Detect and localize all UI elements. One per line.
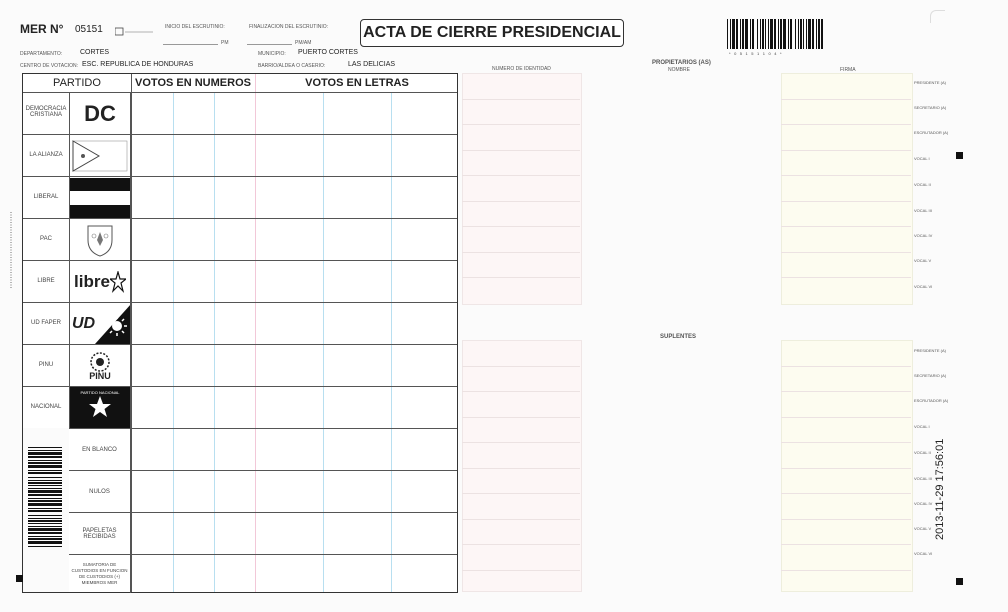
- alianza-logo: [69, 135, 131, 177]
- barcode-bar: [28, 528, 62, 531]
- summary-label: SUMATORIA DE CUSTODIOS EN FUNCION DE CUSTODIOS (+) MIEMBROS MER: [69, 555, 131, 593]
- municipio-label: MUNICIPIO:: [258, 51, 286, 57]
- signature-line: [462, 277, 580, 278]
- pac-logo: [69, 219, 131, 261]
- barrio-label: BARRIO/ALDEA O CASERIO:: [258, 63, 326, 69]
- barcode-bar: [28, 508, 62, 509]
- barcode-bar: [28, 518, 62, 519]
- summary-row-custodios: [23, 554, 457, 592]
- signature-line: [781, 201, 911, 202]
- barcode-bar: [806, 19, 807, 49]
- barcode-bar: [28, 456, 62, 458]
- barcode-bar: [762, 19, 764, 49]
- role-label: VOCAL VI: [914, 284, 933, 289]
- barcode-bar: [28, 532, 62, 534]
- barcode-bar: [750, 19, 751, 49]
- barcode-bar: [740, 19, 741, 49]
- role-label: VOCAL IV: [914, 233, 933, 238]
- signature-line: [781, 277, 911, 278]
- col-numeros-header: VOTOS EN NUMEROS: [135, 77, 251, 89]
- party-row-dc: [23, 92, 457, 134]
- barcode-bar: [757, 19, 758, 49]
- barcode-bar: [28, 447, 62, 448]
- signature-line: [462, 252, 580, 253]
- signature-line: [781, 252, 911, 253]
- signature-line: [781, 468, 911, 469]
- role-label: SECRETARIO (A): [914, 105, 947, 110]
- barcode-bar: [770, 19, 773, 49]
- party-row-liberal: [23, 176, 457, 218]
- nombre-label: NOMBRE: [668, 67, 690, 73]
- barcode-bar: [28, 503, 62, 506]
- barcode-bar: [28, 523, 62, 524]
- barcode-digits: * 0 5 1 5 1 1 0 4 *: [729, 51, 783, 56]
- barcode-bar: [783, 19, 786, 49]
- pinu-logo: [69, 345, 131, 387]
- barcode-bar: [28, 480, 62, 481]
- barcode-bar: [742, 19, 744, 49]
- role-label: VOCAL V: [914, 258, 932, 263]
- barcode-bar: [28, 498, 62, 499]
- barcode-bar: [28, 472, 62, 474]
- barcode-bar: [28, 482, 62, 484]
- ud-sun-icon: [95, 304, 130, 344]
- role-label: SECRETARIO (A): [914, 373, 947, 378]
- barcode-bar: [28, 500, 62, 502]
- signature-line: [462, 150, 580, 151]
- identidad-column-bottom[interactable]: [462, 340, 582, 592]
- tse-logo: [115, 24, 155, 34]
- alianza-flag-icon: [71, 139, 129, 173]
- signature-line: [462, 442, 580, 443]
- barcode-bar: [803, 19, 804, 49]
- suplentes-label: SUPLENTES: [660, 334, 697, 340]
- dc-logo-text: DC: [84, 101, 116, 126]
- propietarios-label: PROPIETARIOS (AS): [652, 60, 711, 66]
- signature-line: [462, 544, 580, 545]
- barcode-bar: [28, 541, 62, 544]
- signature-line: [781, 226, 911, 227]
- party-name: LIBERAL: [33, 194, 59, 200]
- role-label: PRESIDENTE (A): [914, 80, 947, 85]
- signature-line: [462, 417, 580, 418]
- centro-label: CENTRO DE VOTACION:: [20, 63, 78, 69]
- barcode-bar: [732, 19, 735, 49]
- signature-line: [462, 124, 580, 125]
- party-name: DEMOCRACIA CRISTIANA: [25, 106, 67, 118]
- signature-line: [462, 570, 580, 571]
- corner-mark: [930, 10, 945, 23]
- barcode-bar: [28, 452, 62, 455]
- nacional-logo: [69, 387, 131, 429]
- signature-line: [781, 493, 911, 494]
- liberal-flag-icon: [70, 178, 130, 218]
- barcode-bar: [28, 520, 62, 522]
- barcode-bar: [780, 19, 782, 49]
- finalizacion-label: FINALIZACION DEL ESCRUTINIO:: [249, 24, 328, 30]
- summary-label: EN BLANCO: [69, 429, 131, 471]
- barcode-bar: [821, 19, 823, 49]
- finalizacion-line[interactable]: [247, 44, 292, 45]
- numero-identidad-label: NUMERO DE IDENTIDAD: [492, 66, 551, 72]
- party-row-nacional: [23, 386, 457, 428]
- barcode-bar: [736, 19, 738, 49]
- party-name: PAC: [40, 236, 52, 242]
- microtext-icon: [6, 212, 16, 288]
- role-label: VOCAL VI: [914, 551, 933, 556]
- barcode-bar: [788, 19, 789, 49]
- signature-line: [462, 201, 580, 202]
- barcode-bar: [774, 19, 776, 49]
- centro-value: ESC. REPUBLICA DE HONDURAS: [82, 61, 194, 68]
- role-label: ESCRUTADOR (A): [914, 130, 949, 135]
- barcode-bar: [28, 488, 62, 489]
- inicio-label: INICIO DEL ESCRUTINIO:: [165, 24, 225, 30]
- star-outline-icon: [110, 271, 126, 293]
- party-row-libre: [23, 260, 457, 302]
- ud-logo-text: UD: [72, 315, 96, 332]
- barcode-bar: [765, 19, 766, 49]
- signature-line: [781, 570, 911, 571]
- barcode-bar: [28, 450, 62, 451]
- barcode-bar: [752, 19, 754, 49]
- summary-row-blanco: [23, 428, 457, 470]
- col-letras-header: VOTOS EN LETRAS: [305, 77, 409, 89]
- nacional-logo-text: PARTIDO NACIONAL: [80, 390, 120, 395]
- barcode-bar: [816, 19, 817, 49]
- party-name: NACIONAL: [30, 404, 62, 410]
- barcode-bar: [28, 526, 62, 527]
- signature-line: [781, 366, 911, 367]
- party-name: PINU: [38, 362, 54, 368]
- scan-timestamp-wrap: [930, 400, 944, 540]
- role-label: VOCAL V: [914, 526, 932, 531]
- barcode-bar: [778, 19, 779, 49]
- liberal-logo: [69, 177, 131, 219]
- summary-row-nulos: [23, 470, 457, 512]
- firma-column-top[interactable]: [781, 73, 913, 305]
- barcode-bar: [28, 536, 62, 537]
- signature-line: [781, 99, 911, 100]
- role-label: VOCAL III: [914, 476, 932, 481]
- departamento-label: DEPARTAMENTO:: [20, 51, 63, 57]
- barcode-bar: [745, 19, 748, 49]
- barrio-value: LAS DELICIAS: [348, 61, 396, 68]
- pac-shield-icon: [80, 222, 120, 258]
- barcode-bar: [808, 19, 811, 49]
- signature-line: [462, 99, 580, 100]
- barcode-bar: [730, 19, 731, 49]
- party-row-pac: [23, 218, 457, 260]
- role-label: ESCRUTADOR (A): [914, 398, 949, 403]
- party-name: LA ALIANZA: [29, 152, 63, 158]
- libre-logo: [69, 261, 131, 303]
- barcode-bar: [28, 546, 62, 547]
- signature-line: [462, 175, 580, 176]
- signature-line: [462, 391, 580, 392]
- barcode-bar: [28, 470, 62, 471]
- margin-microtext: [6, 212, 16, 288]
- barcode-bar: [28, 485, 62, 486]
- document-title: ACTA DE CIERRE PRESIDENCIAL: [360, 19, 624, 47]
- star-icon: [88, 395, 112, 419]
- role-label: VOCAL I: [914, 424, 930, 429]
- party-row-pinu: [23, 344, 457, 386]
- summary-label: PAPELETAS RECIBIDAS: [69, 513, 131, 555]
- barcode-bar: [818, 19, 820, 49]
- barcode-left: [28, 447, 68, 547]
- barcode-bar: [28, 538, 62, 540]
- barcode-bar: [28, 460, 62, 461]
- inicio-line[interactable]: [163, 44, 218, 45]
- votes-table: [22, 73, 458, 593]
- identidad-column-top[interactable]: [462, 73, 582, 305]
- firma-column-bottom[interactable]: [781, 340, 913, 592]
- summary-row-papeletas: [23, 512, 457, 554]
- signature-line: [462, 519, 580, 520]
- barcode-bar: [28, 477, 62, 478]
- registration-mark: [956, 152, 963, 159]
- barcode-bar: [800, 19, 802, 49]
- signature-line: [781, 124, 911, 125]
- barcode-bar: [798, 19, 799, 49]
- barcode-bar: [28, 465, 62, 468]
- barcode-bar: [28, 515, 62, 516]
- barcode-bar: [28, 510, 62, 512]
- party-row-udfaper: [23, 302, 457, 344]
- signature-line: [781, 417, 911, 418]
- signature-line: [462, 493, 580, 494]
- party-name: LIBRE: [37, 278, 55, 284]
- ud-logo: [69, 303, 131, 345]
- tse-logo-icon: [115, 27, 155, 37]
- barcode-bar: [812, 19, 814, 49]
- role-label: VOCAL IV: [914, 501, 933, 506]
- signature-line: [781, 391, 911, 392]
- signature-line: [462, 366, 580, 367]
- summary-label: NULOS: [69, 471, 131, 513]
- signature-line: [462, 226, 580, 227]
- mer-number: 05151: [75, 24, 103, 35]
- inicio-pm: PM: [221, 40, 229, 46]
- scan-timestamp: 2013-11-29 17:56:01: [934, 438, 946, 540]
- party-row-alianza: [23, 134, 457, 176]
- barcode-bar: [795, 19, 796, 49]
- barcode-bar: [727, 19, 728, 49]
- barcode-bar: [28, 490, 62, 493]
- signature-line: [781, 544, 911, 545]
- signature-line: [781, 175, 911, 176]
- libre-logo-text: libre: [74, 272, 110, 291]
- party-name: UD FAPER: [30, 320, 61, 326]
- role-label: VOCAL II: [914, 450, 931, 455]
- signature-line: [781, 519, 911, 520]
- signature-line: [781, 150, 911, 151]
- role-label: PRESIDENTE (A): [914, 348, 947, 353]
- role-label: VOCAL I: [914, 156, 930, 161]
- municipio-value: PUERTO CORTES: [298, 49, 358, 56]
- pinu-emblem-icon: [89, 351, 111, 373]
- role-label: VOCAL III: [914, 208, 932, 213]
- finalizacion-pmam: PM/AM: [295, 40, 312, 46]
- barcode-bar: [28, 494, 62, 496]
- signature-line: [781, 442, 911, 443]
- col-partido-header: PARTIDO: [53, 77, 101, 89]
- barcode-top: [727, 19, 823, 49]
- mer-label: MER N°: [20, 22, 64, 36]
- registration-mark: [16, 575, 23, 582]
- barcode-bar: [790, 19, 792, 49]
- dc-logo: [69, 93, 131, 135]
- registration-mark: [956, 578, 963, 585]
- role-label: VOCAL II: [914, 182, 931, 187]
- barcode-bar: [760, 19, 761, 49]
- barcode-bar: [768, 19, 769, 49]
- pinu-logo-text: PINU: [89, 371, 111, 381]
- firma-label: FIRMA: [840, 67, 856, 73]
- departamento-value: CORTES: [80, 49, 110, 56]
- signature-line: [462, 468, 580, 469]
- barcode-bar: [28, 462, 62, 464]
